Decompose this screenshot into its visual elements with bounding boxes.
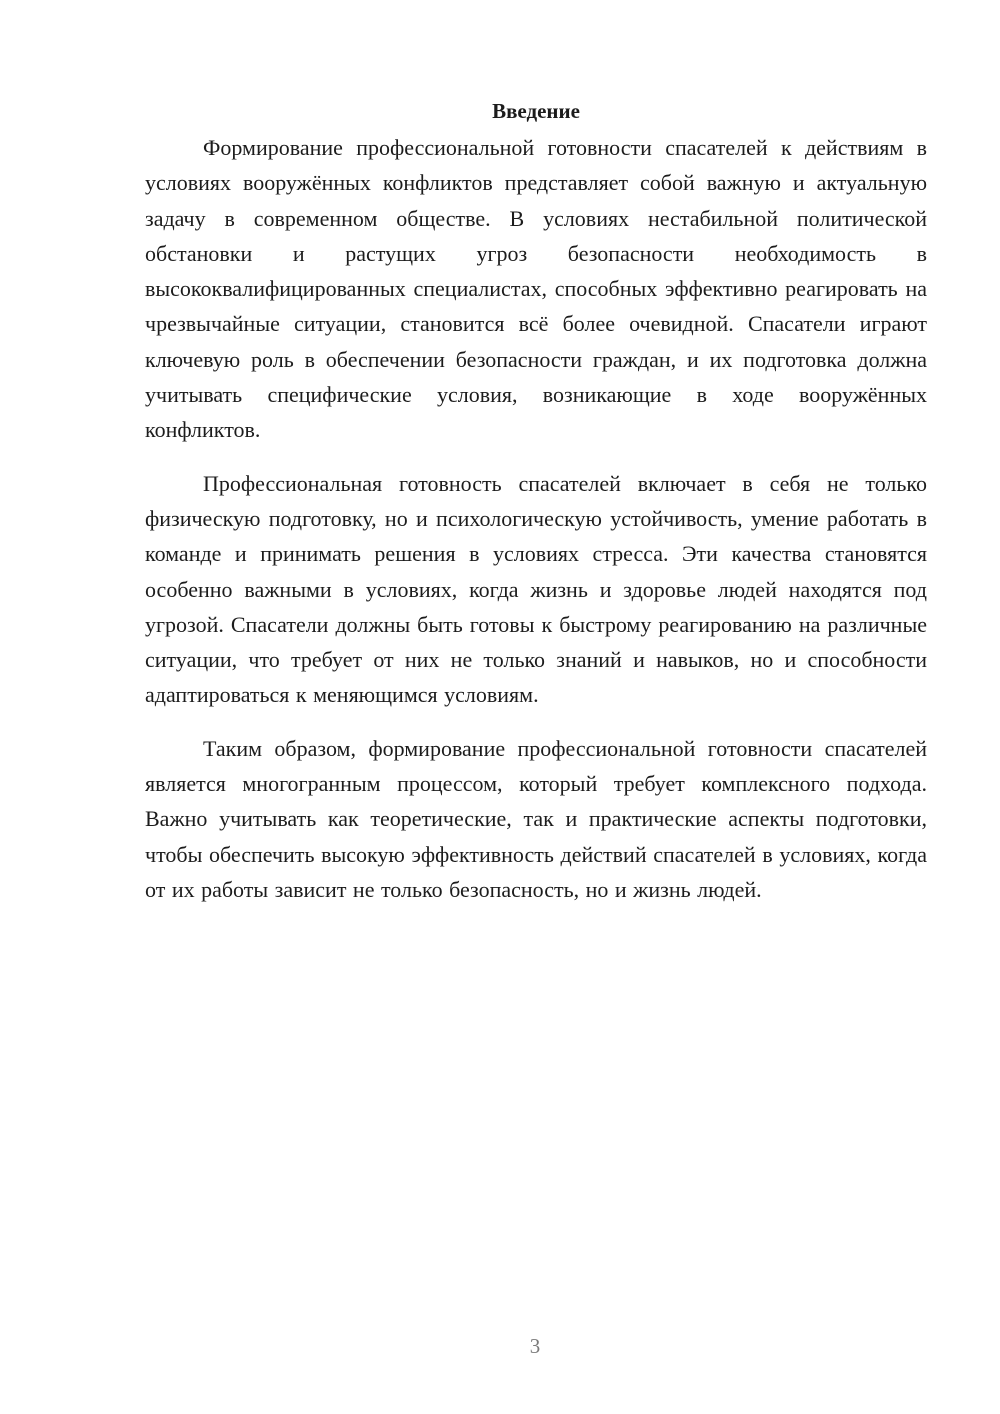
paragraph-2: Профессиональная готовность спасателей включает в себя не только физическую подготовку, но и психологическую устойчивость, умение работать в команде и принимать решения в условиях стресса. Эти качества становятся особенно важными в условиях, когда жизнь и здоровье людей находятся под угрозой. Спасатели должны быть готовы к быстрому реагированию на различные ситуации, что требует от них не только знаний и навыков, но и способности адаптироваться к меняющимся условиям. — [145, 470, 927, 708]
page-number: 3 — [529, 1334, 541, 1358]
paragraph-3: Таким образом, формирование профессиональной готовности спасателей является многогранным процессом, который требует комплексного подхода. Важно учитывать как теоретические, так и практические аспекты подготовки, чтобы обеспечить высокую эффективность действий спасателей в условиях, когда от их работы зависит не только безопасность, но и жизнь людей. — [145, 735, 927, 902]
page-body — [145, 96, 927, 925]
paragraph-1: Формирование профессиональной готовности спасателей к действиям в условиях вооружённых конфликтов представляет собой важную и актуальную задачу в современном обществе. В условиях нестабильной политической обстановки и растущих угроз безопасности необходимость в высококвалифицированных специалистах, способных эффективно реагировать на чрезвычайные ситуации, становится всё более очевидной. Спасатели играют ключевую роль в обеспечении безопасности граждан, и их подготовка должна учитывать специфические условия, возникающие в ходе вооружённых конфликтов. — [145, 135, 927, 443]
section-heading: Введение — [492, 99, 580, 123]
